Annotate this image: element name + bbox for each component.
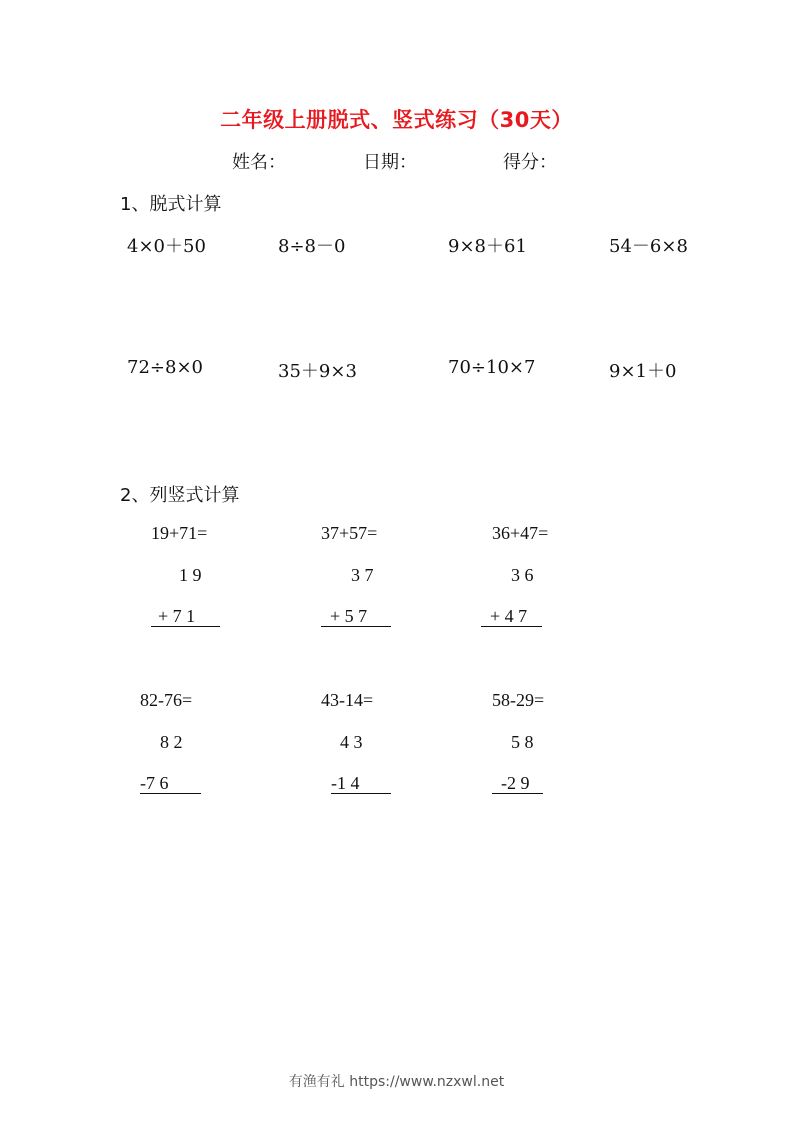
section-heading-mixed-operations: 1、脱式计算	[120, 194, 222, 215]
expression: 9×8＋61	[448, 236, 527, 257]
expression: 8÷8－0	[278, 236, 346, 257]
vertical-result-line	[481, 626, 542, 627]
expression: 35＋9×3	[278, 361, 357, 382]
vertical-top-number: 4 3	[340, 732, 363, 752]
worksheet-title: 二年级上册脱式、竖式练习（30天）	[220, 108, 573, 132]
vertical-bottom-number: -2 9	[501, 773, 530, 793]
name-label: 姓名：	[232, 152, 286, 173]
section-heading-vertical-calculation: 2、列竖式计算	[120, 485, 240, 506]
score-label: 得分：	[503, 152, 557, 173]
vertical-bottom-number: + 4 7	[490, 606, 528, 626]
vertical-result-line	[331, 793, 391, 794]
vertical-top-number: 1 9	[179, 565, 202, 585]
date-label: 日期：	[363, 152, 417, 173]
vertical-top-number: 3 6	[511, 565, 534, 585]
vertical-bottom-number: -7 6	[140, 773, 169, 793]
vertical-result-line	[492, 793, 543, 794]
vertical-problem-label: 82-76=	[140, 690, 193, 710]
vertical-bottom-number: + 5 7	[330, 606, 368, 626]
vertical-problem-label: 36+47=	[492, 523, 549, 543]
vertical-result-line	[140, 793, 201, 794]
vertical-top-number: 5 8	[511, 732, 534, 752]
expression: 72÷8×0	[127, 357, 203, 378]
vertical-result-line	[321, 626, 391, 627]
vertical-problem-label: 58-29=	[492, 690, 545, 710]
footer-source-text: 有渔有礼 https://www.nzxwl.net	[288, 1074, 505, 1090]
vertical-bottom-number: + 7 1	[158, 606, 196, 626]
expression: 9×1＋0	[609, 361, 677, 382]
vertical-result-line	[151, 626, 220, 627]
vertical-problem-label: 37+57=	[321, 523, 378, 543]
vertical-top-number: 3 7	[351, 565, 374, 585]
vertical-problem-label: 43-14=	[321, 690, 374, 710]
vertical-top-number: 8 2	[160, 732, 183, 752]
vertical-bottom-number: -1 4	[331, 773, 360, 793]
vertical-problem-label: 19+71=	[151, 523, 208, 543]
expression: 4×0＋50	[127, 236, 206, 257]
expression: 54－6×8	[609, 236, 688, 257]
expression: 70÷10×7	[448, 357, 536, 378]
